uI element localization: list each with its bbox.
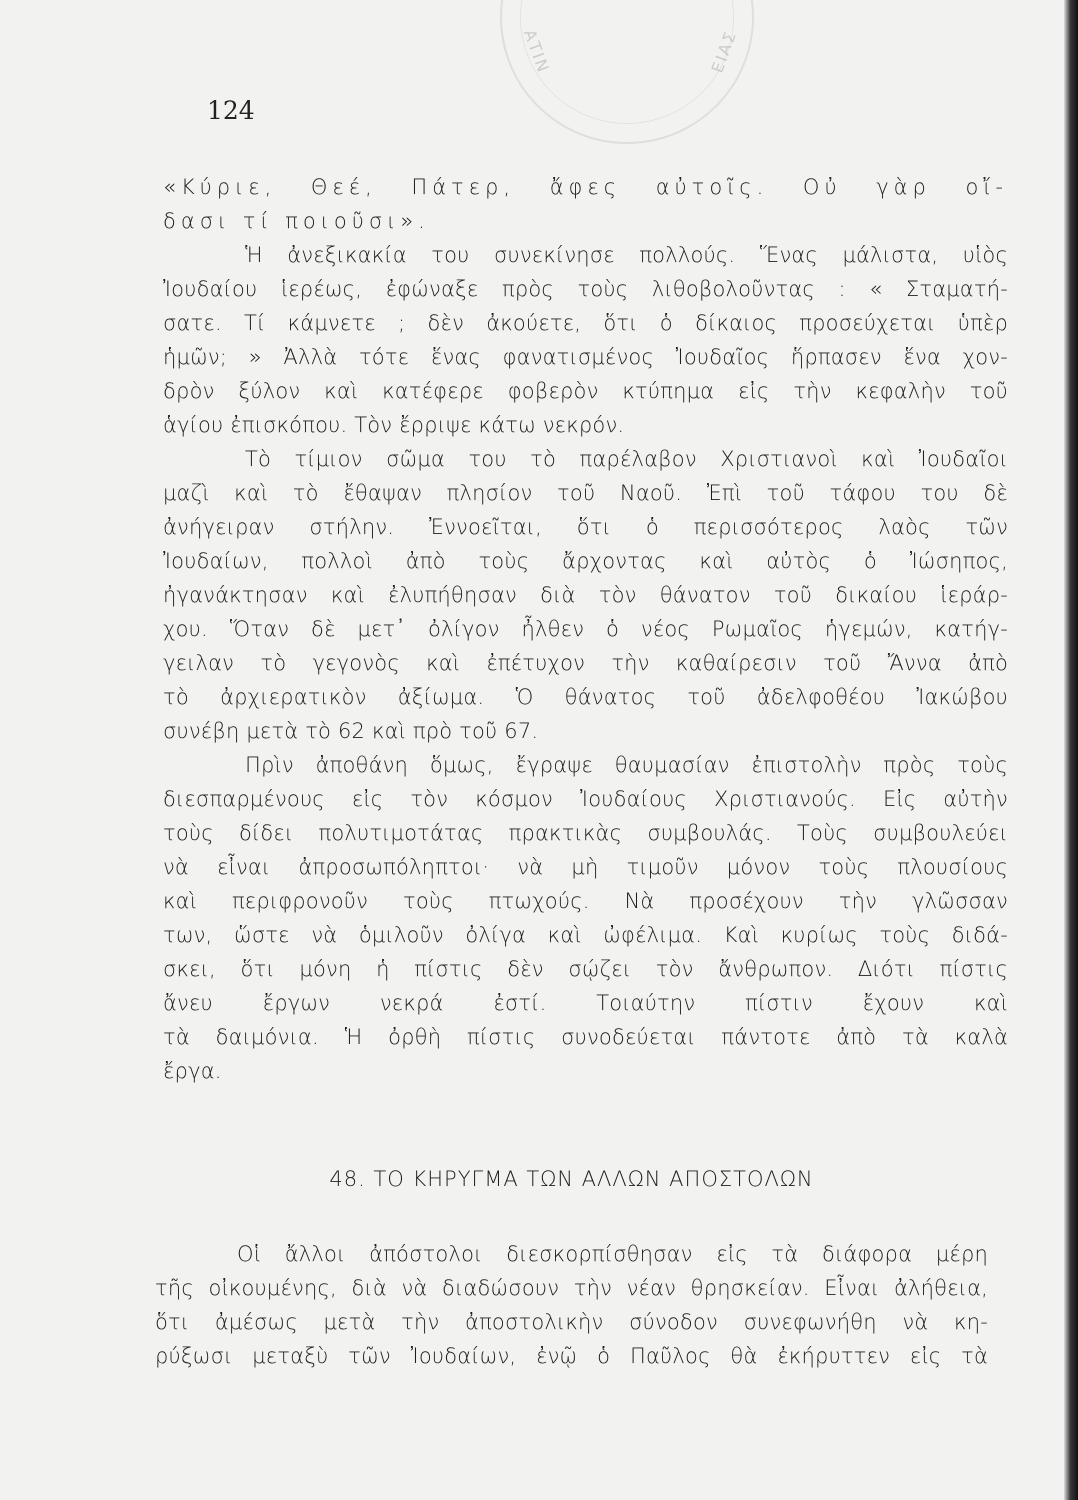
text-line: διεσπαρμένους εἰς τὸν κόσμον Ἰουδαίους Χριστιανούς. Εἰς αὐτὴν bbox=[163, 787, 1008, 811]
text-line: Οἱ ἄλλοι ἀπόστολοι διεσκορπίσθησαν εἰς τὰ διάφορα μέρη bbox=[237, 1242, 988, 1266]
text-line: τοὺς δίδει πολυτιμοτάτας πρακτικὰς συμβουλάς. Τοὺς συμβουλεύει bbox=[163, 821, 1008, 845]
text-line: «Κύριε, Θεέ, Πάτερ, ἄφες αὐτοῖς. Οὐ γὰρ οἴ- bbox=[163, 175, 1008, 199]
text-line: ἠγανάκτησαν καὶ ἐλυπήθησαν διὰ τὸν θάνατον τοῦ δικαίου ἱεράρ- bbox=[163, 583, 1008, 607]
text-line: Ἰουδαίου ἱερέως, ἐφώναξε πρὸς τοὺς λιθοβολοῦντας : « Σταματή- bbox=[163, 277, 1008, 301]
text-line: γειλαν τὸ γεγονὸς καὶ ἐπέτυχον τὴν καθαίρεσιν τοῦ Ἄννα ἀπὸ bbox=[163, 651, 1008, 675]
library-stamp bbox=[500, 0, 754, 144]
text-line: καὶ περιφρονοῦν τοὺς πτωχούς. Νὰ προσέχουν τὴν γλῶσσαν bbox=[163, 889, 1008, 913]
page-number: 124 bbox=[207, 96, 255, 125]
text-line: δρὸν ξύλον καὶ κατέφερε φοβερὸν κτύπημα εἰς τὴν κεφαλὴν τοῦ bbox=[163, 379, 1008, 403]
text-line: ἡμῶν; » Ἀλλὰ τότε ἕνας φανατισμένος Ἰουδαῖος ἥρπασεν ἕνα χον- bbox=[163, 345, 1008, 369]
text-line: Ἰουδαίων, πολλοὶ ἀπὸ τοὺς ἄρχοντας καὶ αὐτὸς ὁ Ἰώσηπος, bbox=[163, 549, 1008, 573]
stamp-text: ΕΙΑΣ bbox=[707, 27, 741, 76]
text-line: Τὸ τίμιον σῶμα του τὸ παρέλαβον Χριστιανοὶ καὶ Ἰουδαῖοι bbox=[245, 447, 1008, 471]
body-text-top bbox=[163, 170, 1008, 1088]
text-line: δασι τί ποιοῦσι». bbox=[163, 209, 430, 233]
text-line: ὅτι ἀμέσως μετὰ τὴν ἀποστολικὴν σύνοδον συνεφωνήθη νὰ κη- bbox=[155, 1310, 988, 1334]
text-line: τῆς οἰκουμένης, διὰ νὰ διαδώσουν τὴν νέαν θρησκείαν. Εἶναι ἀλήθεια, bbox=[155, 1276, 988, 1300]
text-line: συνέβη μετὰ τὸ 62 καὶ πρὸ τοῦ 67. bbox=[163, 719, 539, 743]
text-line: χου. Ὅταν δὲ μετ᾽ ὀλίγον ἦλθεν ὁ νέος Ρωμαῖος ἡγεμών, κατήγ- bbox=[163, 617, 1008, 641]
stamp-text: ΑΤΙΝ bbox=[520, 26, 554, 77]
text-line: σατε. Τί κάμνετε ; δὲν ἀκούετε, ὅτι ὁ δίκαιος προσεύχεται ὑπὲρ bbox=[163, 311, 1008, 335]
text-line: ρύξωσι μεταξὺ τῶν Ἰουδαίων, ἐνῷ ὁ Παῦλος θὰ ἐκήρυττεν εἰς τὰ bbox=[155, 1344, 988, 1368]
text-line: τὸ ἀρχιερατικὸν ἀξίωμα. Ὁ θάνατος τοῦ ἀδελφοθέου Ἰακώβου bbox=[163, 685, 1008, 709]
text-line: Ἡ ἀνεξικακία του συνεκίνησε πολλούς. Ἕνας μάλιστα, υἱὸς bbox=[245, 243, 1008, 267]
text-line: τὰ δαιμόνια. Ἡ ὀρθὴ πίστις συνοδεύεται πάντοτε ἀπὸ τὰ καλὰ bbox=[163, 1025, 1008, 1049]
text-line: ἔργα. bbox=[163, 1059, 222, 1083]
text-line: ἀνήγειραν στήλην. Ἐννοεῖται, ὅτι ὁ περισσότερος λαὸς τῶν bbox=[163, 515, 1008, 539]
text-line: μαζὶ καὶ τὸ ἔθαψαν πλησίον τοῦ Ναοῦ. Ἐπὶ τοῦ τάφου του δὲ bbox=[163, 481, 1008, 505]
text-line: Πρὶν ἀποθάνη ὅμως, ἔγραψε θαυμασίαν ἐπιστολὴν πρὸς τοὺς bbox=[245, 753, 1008, 777]
text-line: σκει, ὅτι μόνη ἡ πίστις δὲν σῴζει τὸν ἄνθρωπον. Διότι πίστις bbox=[163, 957, 1008, 981]
scan-edge-shadow bbox=[1064, 0, 1078, 1500]
section-heading: 48. ΤΟ ΚΗΡΥΓΜΑ ΤΩΝ ΑΛΛΩΝ ΑΠΟΣΤΟΛΩΝ bbox=[329, 1167, 814, 1191]
body-text-bottom bbox=[155, 1237, 988, 1373]
text-line: των, ὥστε νὰ ὁμιλοῦν ὀλίγα καὶ ὠφέλιμα. Καὶ κυρίως τοὺς διδά- bbox=[163, 923, 1008, 947]
text-line: νὰ εἶναι ἀπροσωπόληπτοι· νὰ μὴ τιμοῦν μόνον τοὺς πλουσίους bbox=[163, 855, 1008, 879]
text-line: ἄνευ ἔργων νεκρά ἐστί. Τοιαύτην πίστιν ἔχουν καὶ bbox=[163, 991, 1008, 1015]
text-line: ἁγίου ἐπισκόπου. Τὸν ἔρριψε κάτω νεκρόν. bbox=[163, 413, 625, 437]
